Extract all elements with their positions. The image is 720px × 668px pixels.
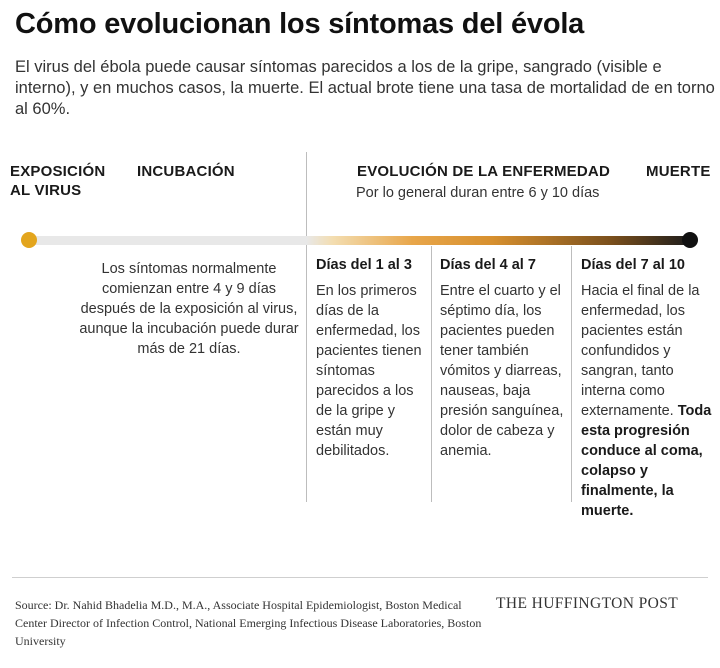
stage-description-text: Hacia el final de la enfermedad, los pacientes están confundidos y sangran, tanto interna como externamente. <box>581 283 700 419</box>
source-credit: Source: Dr. Nahid Bhadelia M.D., M.A., Associate Hospital Epidemiologist, Boston Medical Center Director of Infection Control, National Emerging Infectious Disease Laboratories, Boston University <box>15 598 482 648</box>
stage-3 <box>581 257 717 521</box>
phase-label-evolution: EVOLUCIÓN DE LA ENFERMEDAD <box>357 163 610 180</box>
phase-label-death: MUERTE <box>646 163 711 180</box>
stage-title: Días del 4 al 7 <box>440 257 536 273</box>
incubation-description: Los síntomas normalmente comienzan entre 4 y 9 días después de la exposición al virus, aunque la incubación puede durar más de 21 días. <box>79 261 299 357</box>
phase-label-exposure-line2: AL VIRUS <box>10 182 82 199</box>
page-title: Cómo evolucionan los síntomas del évola <box>15 8 585 40</box>
phase-label-exposure-line1: EXPOSICIÓN <box>10 163 106 180</box>
stage-description: En los primeros días de la enfermedad, los pacientes tienen síntomas parecidos a los de la gripe y están muy debilitados. <box>316 283 422 459</box>
divider-incubation-evolution <box>306 152 307 502</box>
phase-label-incubation: INCUBACIÓN <box>137 163 235 180</box>
stage-description <box>581 281 717 521</box>
timeline-track <box>28 236 691 245</box>
evolution-subhead: Por lo general duran entre 6 y 10 días <box>356 185 600 201</box>
divider-stage-2-3 <box>571 246 572 502</box>
stage-emphasis-text: Toda esta progresión conduce al coma, colapso y finalmente, la muerte. <box>581 403 712 519</box>
death-marker <box>682 232 698 248</box>
divider-stage-1-2 <box>431 246 432 502</box>
stage-title: Días del 7 al 10 <box>581 257 685 273</box>
brand-logo: THE HUFFINGTON POST <box>496 595 679 612</box>
exposure-marker <box>21 232 37 248</box>
phase-label-exposure <box>10 162 105 200</box>
stage-description: Entre el cuarto y el séptimo día, los pacientes pueden tener también vómitos y diarreas, nauseas, baja presión sanguínea, dolor de cabeza y anemia. <box>440 283 564 459</box>
footer-divider <box>12 577 708 578</box>
intro-text: El virus del ébola puede causar síntomas parecidos a los de la gripe, sangrado (visible e interno), y en muchos casos, la muerte. El actual brote tiene una tasa de mortalidad de en torno al 60%. <box>15 58 715 118</box>
stage-2 <box>440 257 566 461</box>
stage-1 <box>316 257 426 461</box>
stage-title: Días del 1 al 3 <box>316 257 412 273</box>
